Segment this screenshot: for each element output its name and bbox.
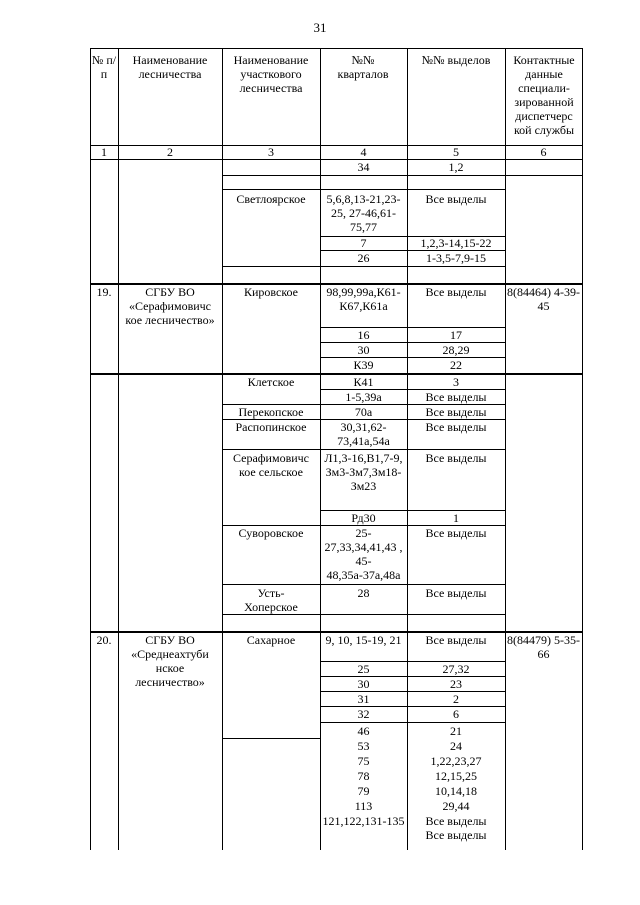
row-number-20: 20. bbox=[96, 633, 112, 647]
section-cell: Все выделы bbox=[425, 526, 487, 540]
col-number-4: 4 bbox=[360, 145, 367, 159]
quarter-cell: 98,99,99а,К61-К67,К61а bbox=[326, 285, 401, 313]
section-cell: Все выделы bbox=[425, 192, 487, 206]
district-perekopskoe: Перекопское bbox=[238, 405, 304, 419]
section-cell: 23 bbox=[450, 677, 462, 691]
contact-19: 8(84464) 4-39-45 bbox=[507, 285, 580, 313]
quarter-cell: 46 bbox=[357, 724, 370, 738]
section-cell: 1 bbox=[453, 511, 459, 525]
section-cell: 10,14,18 bbox=[435, 784, 477, 798]
page-number: 31 bbox=[313, 20, 327, 35]
section-cell: Все выделы bbox=[425, 420, 487, 434]
col-number-3: 3 bbox=[268, 145, 274, 159]
section-cell: 21 bbox=[450, 724, 462, 738]
section-cell: Все выделы Все выделы bbox=[425, 814, 487, 842]
section-cell: 17 bbox=[450, 328, 462, 342]
quarter-cell: 16 bbox=[357, 328, 370, 342]
district-serafimovich-rural: Серафимовичс кое сельское bbox=[232, 451, 310, 479]
section-cell: 3 bbox=[453, 375, 459, 389]
forestry-name-19: СГБУ ВО «Серафимовичс кое лесничество» bbox=[125, 285, 215, 327]
quarter-cell: 113 bbox=[354, 799, 373, 813]
col-number-5: 5 bbox=[453, 145, 459, 159]
col-number-6: 6 bbox=[540, 145, 547, 159]
col-number-2: 2 bbox=[167, 145, 173, 159]
forestry-name-20: СГБУ ВО «Среднеахтуби нское лесничество» bbox=[131, 633, 209, 689]
section-cell: 2 bbox=[453, 692, 459, 706]
section-cell: 1,22,23,27 bbox=[430, 754, 482, 768]
section-cell: 1,2,3-14,15-22 bbox=[420, 236, 492, 250]
quarter-cell: 25-27,33,34,41,43 , 45-48,35а-37а,48а bbox=[324, 526, 403, 582]
quarter-cell: 5,6,8,13-21,23-25, 27-46,61-75,77 bbox=[326, 192, 401, 234]
contact-20: 8(84479) 5-35-66 bbox=[507, 633, 580, 661]
quarter-cell: 70а bbox=[354, 405, 373, 419]
section-cell: Все выделы bbox=[425, 633, 487, 647]
quarter-cell: Рд30 bbox=[351, 511, 376, 525]
quarter-cell: 53 bbox=[357, 739, 370, 753]
district-svetloyarskoe: Светлоярское bbox=[236, 192, 306, 206]
quarter-cell: 25 bbox=[357, 662, 370, 676]
header-col-forestry: Наименование лесничества bbox=[132, 53, 208, 81]
quarter-cell: 78 bbox=[357, 769, 370, 783]
col-number-1: 1 bbox=[101, 145, 107, 159]
district-kletskoe: Клетское bbox=[247, 375, 295, 389]
section-cell: Все выделы bbox=[425, 586, 487, 600]
quarter-cell: 7 bbox=[360, 236, 367, 250]
quarter-cell: 31 bbox=[357, 692, 370, 706]
section-cell: 24 bbox=[450, 739, 462, 753]
quarter-cell: 121,122,131-135 bbox=[322, 814, 405, 828]
section-cell: 1,2 bbox=[448, 160, 464, 174]
section-cell: Все выделы bbox=[425, 390, 487, 404]
header-col-district: Наименование участкового лесничества bbox=[233, 53, 309, 95]
section-cell: 1-3,5-7,9-15 bbox=[426, 251, 486, 265]
section-cell: 29,44 bbox=[442, 799, 470, 813]
quarter-cell: 26 bbox=[357, 251, 370, 265]
quarter-cell: 9, 10, 15-19, 21 bbox=[325, 633, 402, 647]
section-cell: 6 bbox=[453, 707, 459, 721]
quarter-cell: 30 bbox=[357, 343, 370, 357]
quarter-cell: Л1,3-16,В1,7-9, Зм3-Зм7,Зм18-Зм23 bbox=[324, 451, 403, 493]
district-kirovskoe: Кировское bbox=[243, 285, 299, 299]
section-cell: 28,29 bbox=[442, 343, 470, 357]
section-cell: 22 bbox=[450, 358, 462, 372]
section-cell: 12,15,25 bbox=[435, 769, 477, 783]
quarter-cell: 30 bbox=[357, 677, 370, 691]
quarter-cell: 28 bbox=[357, 586, 370, 600]
district-raspopinskoe: Распопинское bbox=[235, 420, 307, 434]
quarter-cell: К41 bbox=[353, 375, 374, 389]
section-cell: 27,32 bbox=[442, 662, 470, 676]
district-ust-khoperskoe: Усть-Хоперское bbox=[244, 586, 298, 614]
header-col-sections: №№ выделов bbox=[421, 53, 491, 67]
header-col-quarters: №№ кварталов bbox=[337, 53, 389, 81]
section-cell: Все выделы bbox=[425, 451, 487, 465]
district-sakharnoe: Сахарное bbox=[246, 633, 296, 647]
quarter-cell: 32 bbox=[357, 707, 370, 721]
quarter-cell: К39 bbox=[353, 358, 374, 372]
district-suvorovskoe: Суворовское bbox=[238, 526, 304, 540]
header-col-contacts: Контактные данные специали-зированной диспетчерс кой службы bbox=[513, 53, 575, 137]
quarter-cell: 79 bbox=[357, 784, 370, 798]
section-cell: Все выделы bbox=[425, 285, 487, 299]
section-cell: Все выделы bbox=[425, 405, 487, 419]
quarter-cell: 30,31,62-73,41а,54а bbox=[337, 420, 390, 448]
quarter-cell: 1-5,39а bbox=[345, 390, 382, 404]
header-col-number: № п/п bbox=[91, 53, 117, 81]
quarter-cell: 34 bbox=[357, 160, 370, 174]
quarter-cell: 75 bbox=[357, 754, 370, 768]
row-number-19: 19. bbox=[96, 285, 112, 299]
